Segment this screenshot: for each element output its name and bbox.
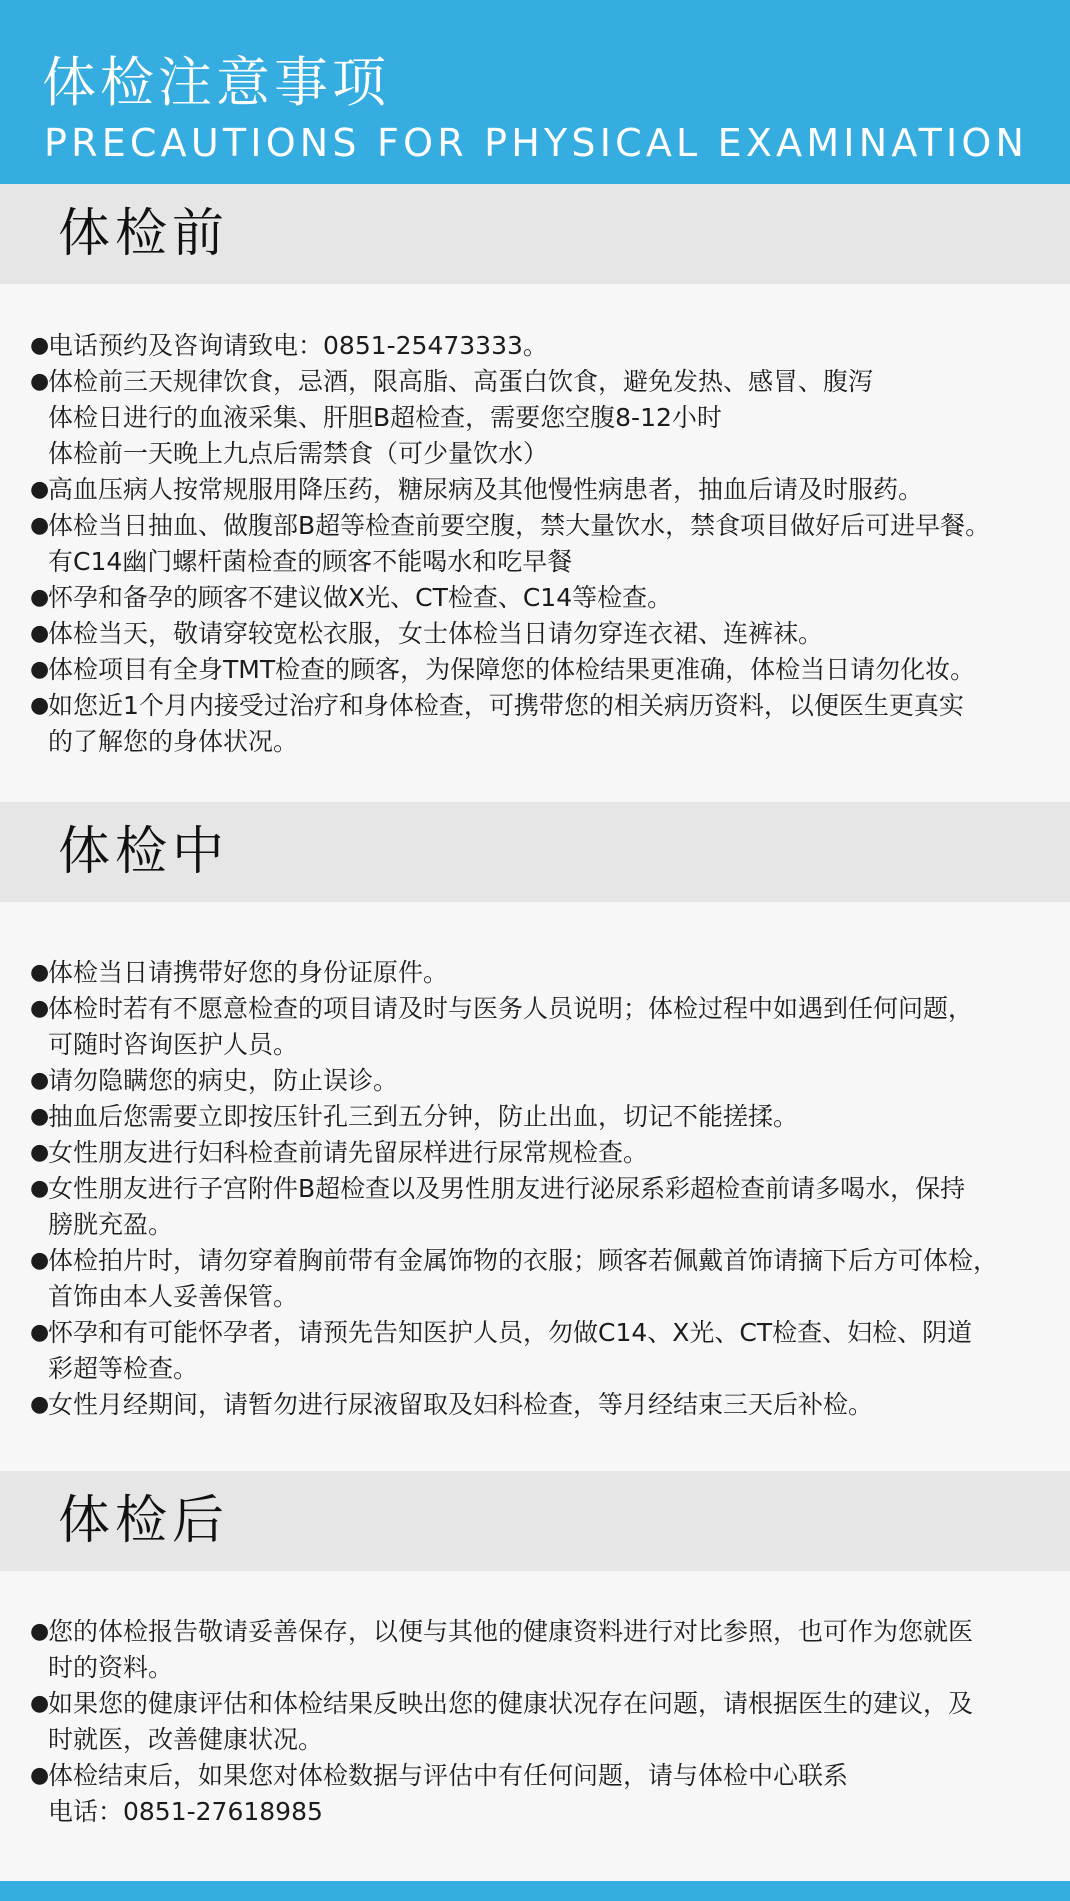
section-header-during	[0, 802, 1070, 902]
list-item	[30, 580, 1060, 616]
list-item-continuation: 有C14幽门螺杆菌检查的顾客不能喝水和吃早餐	[48, 547, 573, 576]
page-title: 体检注意事项	[42, 51, 390, 114]
list-item	[30, 688, 1060, 760]
list-item-continuation: 体检前一天晚上九点后需禁食（可少量饮水）	[48, 439, 549, 468]
list-item	[30, 508, 1060, 580]
footer-bar	[0, 1881, 1070, 1901]
bullet-icon: ●	[30, 477, 50, 502]
section-header-before	[0, 184, 1070, 284]
list-item-continuation: 可随时咨询医护人员。	[48, 1030, 299, 1059]
bullet-icon: ●	[30, 369, 50, 394]
bullet-icon: ●	[30, 1320, 50, 1345]
list-item-text: 电话预约及咨询请致电：0851-25473333。	[48, 331, 548, 360]
list-item-text: 体检当日抽血、做腹部B超等检查前要空腹，禁大量饮水，禁食项目做好后可进早餐。	[48, 511, 991, 540]
list-item-text: 高血压病人按常规服用降压药，糖尿病及其他慢性病患者，抽血后请及时服药。	[48, 475, 924, 504]
section-list-after	[30, 1614, 1060, 1830]
section-list-before	[30, 328, 1060, 760]
bullet-icon: ●	[30, 693, 50, 718]
list-item-continuation: 的了解您的身体状况。	[48, 727, 299, 756]
bullet-icon: ●	[30, 996, 50, 1021]
list-item	[30, 1171, 1060, 1243]
list-item-text: 怀孕和有可能怀孕者，请预先告知医护人员，勿做C14、X光、CT检查、妇检、阴道	[48, 1318, 973, 1347]
list-item-text: 体检当日请携带好您的身份证原件。	[48, 958, 449, 987]
list-item-text: 您的体检报告敬请妥善保存，以便与其他的健康资料进行对比参照，也可作为您就医	[48, 1617, 974, 1646]
list-item-text: 体检当天，敬请穿较宽松衣服，女士体检当日请勿穿连衣裙、连裤袜。	[48, 619, 824, 648]
bullet-icon: ●	[30, 1763, 50, 1788]
page-header	[0, 0, 1070, 184]
list-item	[30, 1758, 1060, 1830]
bullet-icon: ●	[30, 657, 50, 682]
list-item-text: 怀孕和备孕的顾客不建议做X光、CT检查、C14等检查。	[48, 583, 673, 612]
page-subtitle: PRECAUTIONS FOR PHYSICAL EXAMINATION	[44, 121, 1029, 165]
list-item	[30, 1387, 1060, 1423]
list-item-continuation: 膀胱充盈。	[48, 1210, 174, 1239]
list-item-text: 女性朋友进行妇科检查前请先留尿样进行尿常规检查。	[48, 1138, 649, 1167]
bullet-icon: ●	[30, 1104, 50, 1129]
list-item	[30, 1686, 1060, 1758]
list-item	[30, 1135, 1060, 1171]
bullet-icon: ●	[30, 1619, 50, 1644]
list-item	[30, 1315, 1060, 1387]
list-item-text: 请勿隐瞒您的病史，防止误诊。	[48, 1066, 399, 1095]
bullet-icon: ●	[30, 621, 50, 646]
list-item-continuation: 体检日进行的血液采集、肝胆B超检查，需要您空腹8-12小时	[48, 403, 722, 432]
list-item	[30, 1099, 1060, 1135]
bullet-icon: ●	[30, 333, 50, 358]
list-item	[30, 364, 1060, 472]
section-header-after	[0, 1471, 1070, 1571]
list-item-continuation: 电话：0851-27618985	[48, 1797, 323, 1826]
list-item-text: 体检项目有全身TMT检查的顾客，为保障您的体检结果更准确，体检当日请勿化妆。	[48, 655, 976, 684]
list-item-text: 女性月经期间，请暂勿进行尿液留取及妇科检查，等月经结束三天后补检。	[48, 1390, 874, 1419]
list-item-text: 如您近1个月内接受过治疗和身体检查，可携带您的相关病历资料，以便医生更真实	[48, 691, 964, 720]
bullet-icon: ●	[30, 960, 50, 985]
bullet-icon: ●	[30, 1176, 50, 1201]
section-list-during	[30, 955, 1060, 1423]
list-item	[30, 652, 1060, 688]
list-item	[30, 1614, 1060, 1686]
bullet-icon: ●	[30, 513, 50, 538]
list-item-continuation: 时就医，改善健康状况。	[48, 1725, 324, 1754]
list-item	[30, 955, 1060, 991]
section-title: 体检中	[58, 822, 230, 882]
section-title: 体检前	[58, 204, 230, 264]
list-item-continuation: 首饰由本人妥善保管。	[48, 1282, 299, 1311]
bullet-icon: ●	[30, 1248, 50, 1273]
bullet-icon: ●	[30, 1140, 50, 1165]
list-item-text: 体检时若有不愿意检查的项目请及时与医务人员说明；体检过程中如遇到任何问题，	[48, 994, 974, 1023]
list-item	[30, 1063, 1060, 1099]
bullet-icon: ●	[30, 1068, 50, 1093]
list-item-text: 体检拍片时，请勿穿着胸前带有金属饰物的衣服；顾客若佩戴首饰请摘下后方可体检，	[48, 1246, 999, 1275]
bullet-icon: ●	[30, 1392, 50, 1417]
list-item-text: 女性朋友进行子宫附件B超检查以及男性朋友进行泌尿系彩超检查前请多喝水，保持	[48, 1174, 966, 1203]
list-item-text: 体检前三天规律饮食，忌酒，限高脂、高蛋白饮食，避免发热、感冒、腹泻	[48, 367, 874, 396]
list-item-text: 如果您的健康评估和体检结果反映出您的健康状况存在问题，请根据医生的建议，及	[48, 1689, 974, 1718]
list-item	[30, 991, 1060, 1063]
list-item-continuation: 彩超等检查。	[48, 1354, 199, 1383]
bullet-icon: ●	[30, 585, 50, 610]
list-item	[30, 328, 1060, 364]
list-item	[30, 1243, 1060, 1315]
list-item-continuation: 时的资料。	[48, 1653, 174, 1682]
section-title: 体检后	[58, 1491, 230, 1551]
list-item-text: 抽血后您需要立即按压针孔三到五分钟，防止出血，切记不能搓揉。	[48, 1102, 799, 1131]
list-item-text: 体检结束后，如果您对体检数据与评估中有任何问题，请与体检中心联系	[48, 1761, 849, 1790]
bullet-icon: ●	[30, 1691, 50, 1716]
list-item	[30, 472, 1060, 508]
list-item	[30, 616, 1060, 652]
